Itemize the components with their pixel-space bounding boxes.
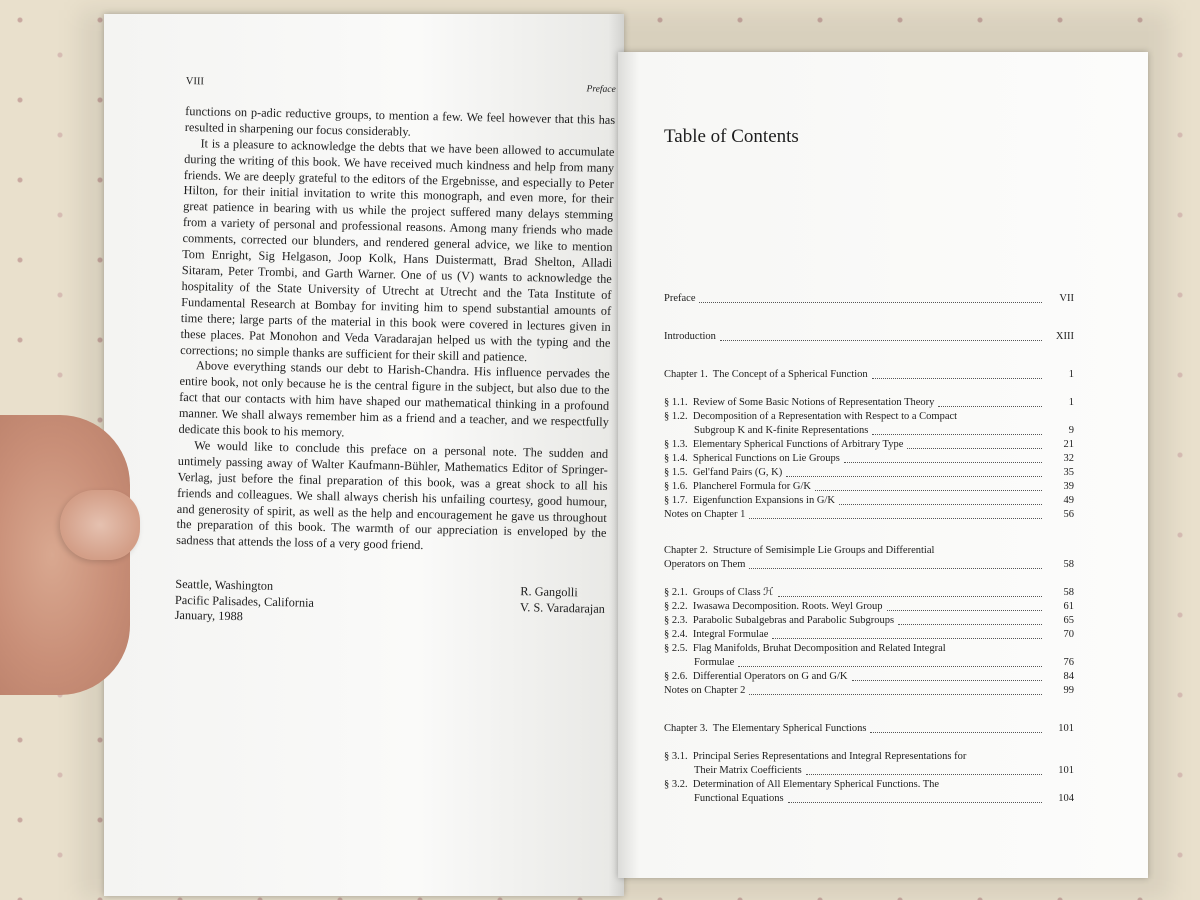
toc-section [664,750,1074,764]
toc-page-number: XIII [1055,331,1074,342]
toc-section [664,452,1074,466]
dot-leader [806,774,1042,775]
toc-section [664,628,1074,642]
dot-leader [870,732,1042,733]
toc-entry-text: § 2.5. Flag Manifolds, Bruhat Decomposition and Related Integral [664,643,946,654]
toc-entry-text: § 2.2. Iwasawa Decomposition. Roots. Weyl Group [664,601,883,612]
dot-leader [898,624,1042,625]
signoff-author: R. Gangolli [520,584,578,600]
toc-section [664,670,1074,684]
dot-leader [720,340,1042,341]
paragraph: It is a pleasure to acknowledge the debts that we have been allowed to accumulate during the writing of this book. We have received much kindness and help from many friends. We are deeply grateful to the editors of the Ergebnisse, and especially to Peter Hilton, for their initial invitation to write this monograph, and even more, for their great patience in bearing with us while the project suffered many delays stemming from a variety of personal and professional reasons. Among many friends who made comments, corrected our blunders, and rendered general advice, we like to mention Tom Enright, Sig Helgason, Joop Kolk, Hans Duistermatt, Brad Shelton, Alladi Sitaram, Peter Trombi, and Garth Warner. One of us (V) wants to acknowledge the hospitality of the State University of Utrecht at Utrecht and the Tata Institute of Fundamental Research at Bombay for inviting him to spend substantial amounts of time there; large parts of the material in this book were covered in lectures given in these places. Pat Monohon and Veda Varadarajan helped us with the typing and the corrections; no simple thanks are sufficient for their skill and patience. [180,136,615,364]
toc-page-number: 61 [1063,601,1074,612]
toc-entry [664,292,1074,306]
toc-section [664,396,1074,410]
right-page [618,52,1148,878]
toc-entry-text: Functional Equations [694,793,784,804]
dot-leader [852,680,1042,681]
signoff-author: V. S. Varadarajan [519,599,606,616]
paragraph: functions on p-adic reductive groups, to mention a few. We feel however that this has resulted in sharpening our focus considerably. [184,103,616,139]
toc-page-number: 9 [1068,425,1074,436]
toc-title: Table of Contents [664,126,799,147]
thumb [60,490,140,560]
toc-page-number: 84 [1063,671,1074,682]
toc-entry-text: Notes on Chapter 2 [664,685,746,696]
dot-leader [738,666,1042,667]
dot-leader [938,406,1042,407]
toc-page-number: VII [1059,293,1074,304]
toc-page-number: 49 [1063,495,1074,506]
toc-entry-text: Operators on Them [664,559,746,570]
toc-section [664,466,1074,480]
toc-chapter [664,722,1074,736]
toc-entry [664,330,1074,344]
toc-section [664,586,1074,600]
toc-entry-text: Preface [664,293,696,304]
toc-page-number: 56 [1063,509,1074,520]
page-number: VIII [185,75,205,88]
dot-leader [749,694,1042,695]
toc-entry-text: § 3.1. Principal Series Representations and Integral Representations for [664,751,967,762]
toc-section [664,614,1074,628]
toc-notes [664,508,1074,522]
toc-page-number: 1 [1068,369,1074,380]
toc-entry-text: § 1.1. Review of Some Basic Notions of Representation Theory [664,397,935,408]
toc-entry-text: § 2.1. Groups of Class ℋ [664,587,774,598]
toc-section [664,480,1074,494]
toc-entry-text: § 1.4. Spherical Functions on Lie Groups [664,453,840,464]
toc-chapter [664,544,1074,558]
toc-entry-text: § 1.7. Eigenfunction Expansions in G/K [664,495,835,506]
toc-entry-text: Subgroup K and K-finite Representations [694,425,869,436]
signoff-place: Seattle, Washington [175,577,274,594]
toc-entry-text: Formulae [694,657,735,668]
toc-page-number: 58 [1063,587,1074,598]
toc-chapter [664,368,1074,382]
toc-section [664,410,1074,424]
toc-entry-text: Chapter 3. The Elementary Spherical Functions [664,723,867,734]
toc-page-number: 21 [1063,439,1074,450]
toc-page-number: 76 [1063,657,1074,668]
toc-page-number: 39 [1063,481,1074,492]
page-header [186,74,616,99]
dot-leader [839,504,1042,505]
toc-entry-text: § 1.2. Decomposition of a Representation with Respect to a Compact [664,411,958,422]
toc-entry-text: Notes on Chapter 1 [664,509,746,520]
signoff-place: Pacific Palisades, California [174,592,315,610]
toc-section [664,778,1074,792]
toc-section-continued [664,656,1074,670]
toc-section-continued [664,792,1074,806]
toc-section-continued [664,424,1074,438]
preface-text-block [174,74,615,633]
dot-leader [844,462,1042,463]
signoff [174,577,605,632]
toc-chapter-continued [664,558,1074,572]
toc-entry-text: Introduction [664,331,716,342]
toc-entry-text: § 1.5. Gel'fand Pairs (G, K) [664,467,783,478]
dot-leader [786,476,1042,477]
dot-leader [749,568,1042,569]
toc-section [664,494,1074,508]
dot-leader [887,610,1042,611]
toc-entry-text: § 3.2. Determination of All Elementary Spherical Functions. The [664,779,940,790]
toc-page-number: 1 [1068,397,1074,408]
dot-leader [872,434,1042,435]
dot-leader [907,448,1042,449]
paragraph: We would like to conclude this preface on a personal note. The sudden and untimely passing away of Walter Kaufmann-Bühler, Mathematics Editor of Springer-Verlag, just before the final preparation of this book, was a great shock to all his friends and colleagues. We shall always cherish his unfailing courtesy, good humour, and generosity of spirit, as well as the help and encouragement he gave us throughout the preparation of this book. The warmth of our appreciation is enveloped by the sadness that attends the loss of a very good friend. [176,438,609,553]
toc-page-number: 101 [1058,723,1074,734]
toc-section [664,438,1074,452]
toc-section [664,600,1074,614]
toc-entry-text: § 1.6. Plancherel Formula for G/K [664,481,811,492]
toc-page-number: 101 [1058,765,1074,776]
toc-page-number: 99 [1063,685,1074,696]
dot-leader [872,378,1042,379]
toc-notes [664,684,1074,698]
table-of-contents [664,126,1074,806]
dot-leader [772,638,1042,639]
dot-leader [788,802,1042,803]
toc-section [664,642,1074,656]
toc-page-number: 70 [1063,629,1074,640]
toc-page-number: 35 [1063,467,1074,478]
toc-page-number: 104 [1058,793,1074,804]
toc-page-number: 65 [1063,615,1074,626]
toc-entry-text: Chapter 2. Structure of Semisimple Lie Groups and Differential [664,545,935,556]
paragraph: Above everything stands our debt to Harish-Chandra. His influence pervades the entire book, not only because he is the central figure in the subject, but also due to the fact that our contacts with him have shaped our mathematical thinking in a profound manner. We shall always remember him as a friend and a teacher, and we respectfully dedicate this book to his memory. [178,358,610,440]
running-head: Preface [586,84,616,96]
toc-section-continued [664,764,1074,778]
dot-leader [699,302,1042,303]
toc-page-number: 32 [1063,453,1074,464]
dot-leader [749,518,1042,519]
toc-entry-text: § 2.6. Differential Operators on G and G/K [664,671,848,682]
toc-entry-text: § 2.4. Integral Formulae [664,629,769,640]
toc-entry-text: Their Matrix Coefficients [694,765,802,776]
toc-page-number: 58 [1063,559,1074,570]
signoff-date: January, 1988 [174,608,243,624]
toc-entry-text: § 1.3. Elementary Spherical Functions of Arbitrary Type [664,439,904,450]
left-page [104,14,624,896]
toc-entry-text: § 2.3. Parabolic Subalgebras and Parabolic Subgroups [664,615,895,626]
dot-leader [815,490,1042,491]
toc-entry-text: Chapter 1. The Concept of a Spherical Function [664,369,868,380]
dot-leader [778,596,1042,597]
